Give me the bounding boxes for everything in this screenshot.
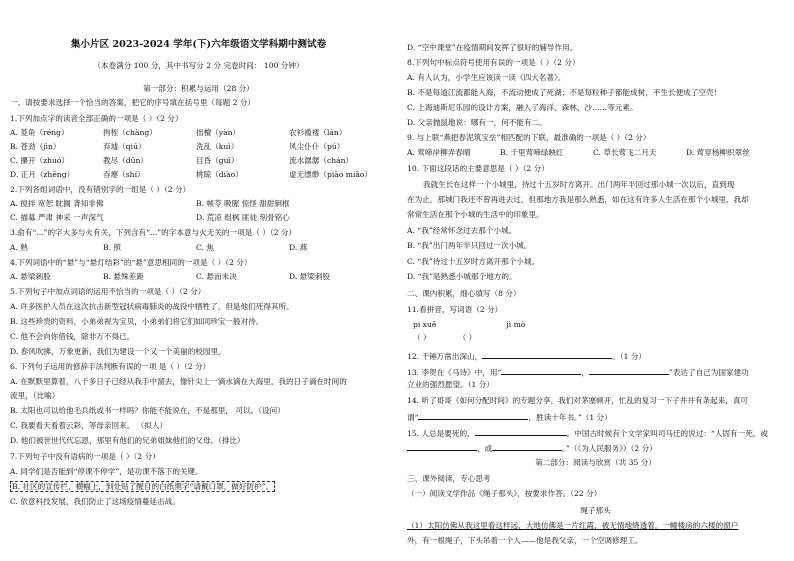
q12-answer-blank[interactable] <box>482 350 612 359</box>
q14-answer-blank[interactable] <box>418 411 528 420</box>
reading-paragraph-line-1: （1）太阳仿佛从我这里看这样远，大地仿佛是一片红霞，被无情地烧透着。一幢楼房的六楼的窗户 <box>407 521 739 530</box>
question-10: 10. 下面这段话的主要意思是（ ）（2 分） <box>407 164 549 173</box>
exam-subtitle: （本卷满分 100 分，其中书写分 2 分 完卷时间： 100 分钟） <box>93 61 304 70</box>
q8-option-c: C. 上海迪斯尼乐园的设计方案，融入了海洋、森林、沙……等元素。 <box>407 103 638 112</box>
q15-answer-blank-1[interactable] <box>475 427 567 436</box>
q6-option-c: C. 我要看天看着云彩，等母亲回来。 （拟人） <box>10 421 168 430</box>
q6-option-a: A. 在默默里算着，八千多日子已经从我手中溜去，像针尖上一滴水滴在大海里，我的日子滴在时间的 <box>10 377 347 386</box>
q5-option-b: B. 这些珍贵的资料，小弟弟视为宝贝，小弟弟们将它们如同珍宝一般对待。 <box>10 317 264 326</box>
q1-option-row-a: A. 菱角（réng） 拘桎（chàng） 拙檀（yàn） 农衫褴褛（lán） <box>10 128 347 137</box>
question-15: 15. 人总是要死的， 。中国古时候有个文学家叫司马迁的说过：“人固有一死，或 <box>407 429 768 438</box>
reading-paragraph-line-2: 外，有一根绳子，下头吊着一个人——他是我父亲，一个空调修理工。 <box>407 536 643 545</box>
q10-passage-line-1: 我就生长在这样一个小城里，待过十五岁时方离开。出门两年半回过那小城一次以后，直到现 <box>423 180 735 189</box>
question-14-cont: 谓“ ，胜读十年书。”（1 分） <box>407 413 612 422</box>
q7-option-c: C. 依意科技发展，我们防止了这场疫情蔓延击战。 <box>10 497 180 506</box>
q9-options: A. 莺啼岸柳弄春晴 B. 千里莺啼绿映红 C. 草长莺飞二月天 D. 莺穿杨柳织翠丝 <box>407 148 750 157</box>
q8-option-b: B. 不是每道江流都能入海，不流动便成了死湖；不是每粒种子都能成树，不生长便成了空壳！ <box>407 88 722 97</box>
q10-option-b: B. “我”出门两年半只回过一次小城。 <box>407 241 532 250</box>
left-column <box>10 0 387 561</box>
q10-passage-line-3: 常常生活在那个小城的生活中的印象里。 <box>407 210 544 219</box>
q1-option-row-b: B. 苍劲（jìn） 弃墟（qiú） 洗乱（kuì） 风尘仆仆（pú） <box>10 142 345 151</box>
q3-options: A. 熟 B. 照 C. 焦 D. 燕 <box>10 243 308 252</box>
part2-heading: 第二部分：阅读与欣赏（共 35 分） <box>535 458 656 467</box>
q13-answer-blank-1[interactable] <box>501 366 581 375</box>
answer-paren-2[interactable]: （ ） <box>458 333 477 342</box>
question-13: 13. 李贺在《马诗》中，用“ ， ”表达了自己为国家建功 <box>407 368 749 377</box>
q6-option-a-cont: 流里，（比喻） <box>10 391 60 400</box>
q8-option-a: A. 有人认为，小学生应该读一读《四大名著》。 <box>407 73 566 82</box>
q4-options: A. 悬梁刺股 B. 悬殊差距 C. 悬而未决 D. 悬梁刺股 <box>10 272 331 281</box>
question-13-cont: 立业的强烈愿望。（1 分） <box>407 380 494 389</box>
q7-option-d: D. “空中课堂”在疫情期间发挥了很好的辅导作用。 <box>407 43 578 52</box>
question-3: 3.俞有“...”的字大多与火有关，下列含有“...”的字本意与火无关的一项是（ ）（2 分） <box>10 228 297 237</box>
q10-passage-line-2: 在为止，那城门我还不曾再进去过，但那地方我是那么熟悉，如在这有许多人生活在那个小城里，我却 <box>407 195 749 204</box>
question-12: 12. 千锤万凿出深山， 。（1 分） <box>407 352 647 361</box>
q2-option-row-cd: C. 描募 严肃 神采 一声深气 D. 荒凉 组枫 匪徒 刻骨铭心 <box>10 213 290 222</box>
q10-option-c: C. “我”待过十五岁时方离开那个小城。 <box>407 257 540 266</box>
q1-option-row-c: C. 攥开（zhuó） 教尽（dūn） 目昏（guī） 流水潺潺（chán） <box>10 156 354 165</box>
q15-answer-blank-3[interactable] <box>492 442 562 451</box>
question-2: 2.下列各组词语中，没有错别字的一组是（ ）（2 分） <box>10 185 191 194</box>
question-6: 6. 下列句子运用的修辞手法判断有误的一项 是（ ）（2 分） <box>10 362 211 371</box>
pinyin-answer-boxes <box>413 333 476 343</box>
q2-option-row-ab: A. 搅拌 宽恕 眈搁 背知非佛 B. 帧苓 吸腥 惊怪 甜甜铜框 <box>10 199 290 208</box>
part1-heading: 第一部分：积累与运用（28 分） <box>143 84 254 93</box>
q7-option-a: A. 同学们是否能到“停课不停学”，是功课不落下的关键。 <box>10 467 203 476</box>
section2-heading: 二、课内积累，细心填写（8 分） <box>407 289 521 298</box>
q10-option-a: A. “我”经常怀念过去那个小城。 <box>407 226 517 235</box>
q10-option-d: D. “我”是熟悉小城那个地方的。 <box>407 272 517 281</box>
section3-heading: 三、课外阅读，专心思考 <box>407 474 491 483</box>
reading-title: 绳子那头 <box>580 506 611 515</box>
q1-option-row-d: D. 正月（zhēng） 吞瘪（shí） 桃晾（diào） 虚无缥缈（piāo miǎo） <box>10 170 373 179</box>
pinyin-row <box>413 320 525 330</box>
q13-answer-blank-2[interactable] <box>589 366 669 375</box>
q8-option-d: D. 父亲抛鼠地说：哪有一，何不能有二。 <box>407 118 547 127</box>
right-column <box>407 0 784 561</box>
answer-paren-1[interactable]: （ ） <box>413 333 431 342</box>
q5-option-c: C. 他不会向你借钱，除非万不得已。 <box>10 332 135 341</box>
exam-title: 集小片区 2023-2024 学年(下)六年级语文学科期中测试卷 <box>70 39 327 50</box>
question-7: 7.下列句子中没有语病的一项是（ ）（2 分） <box>10 452 160 461</box>
question-5: 5.下列句子中加点词语的运用不恰当的一项是（ ）（2 分） <box>10 287 206 296</box>
question-4: 4.下列词语中的“悬”与“悬灯结彩”的“悬”意思相同的一项是（ ）（2 分） <box>10 258 252 267</box>
question-1: 1.下列加点字的读音全部正确的一项是（ ）（2 分） <box>10 114 183 123</box>
q5-option-a: A. 许多医护人员在这次抗击新型冠状病毒肺炎的战役中牺牲了，但是他们死得其所。 <box>10 302 294 311</box>
question-14: 14. 听了哥哥《如何分配时间》的专题分享，我们对茅塞顿开，忙乱的复习一下子井井有条起来，真可 <box>407 396 749 405</box>
question-11: 11.看拼音，写词语（2 分） <box>407 305 503 314</box>
pinyin-1: pi xuě <box>413 320 437 329</box>
q7-option-b <box>10 482 275 492</box>
q6-option-d: D. 他们被世世代代忘恩，那里有他们的兄弟姐妹他们的父母。（排比） <box>10 436 245 445</box>
q5-option-d: D. 春风吹拂，万象更新，我们为建设一个又一个美丽的校园里。 <box>10 347 226 356</box>
pinyin-2: jì mò <box>506 320 526 329</box>
q6-option-b: B. 太阳也可以给他毛兵纸或书一样吗？你能不能说在，不是那里， 可以。（设问） <box>10 406 285 415</box>
section1-heading: 一、请按要求选择一个恰当的答案，把它的序号填在括号里（每题 2 分） <box>10 98 256 107</box>
q7-option-b-text: B. 社区的宣传栏、横幅上，到处贴了醒目的白纸黑字“请戴口罩，做好防护”。 <box>12 482 274 491</box>
question-15-cont: ，或 。”（《为人民服务》）（2 分） <box>407 442 657 454</box>
q15-answer-blank-2[interactable] <box>407 442 477 451</box>
question-8: 8.下列句中标点符号使用有误的一项是（ ）（2 分） <box>407 58 580 67</box>
reading-instructions: （一）阅读文学作品《绳子那头》，按要求作答。（22 分） <box>407 489 602 498</box>
question-9: 9. 与上联“燕把春泥筑宝垒”相匹配的下联，最准确的一项是（ ）（2 分） <box>407 133 651 142</box>
